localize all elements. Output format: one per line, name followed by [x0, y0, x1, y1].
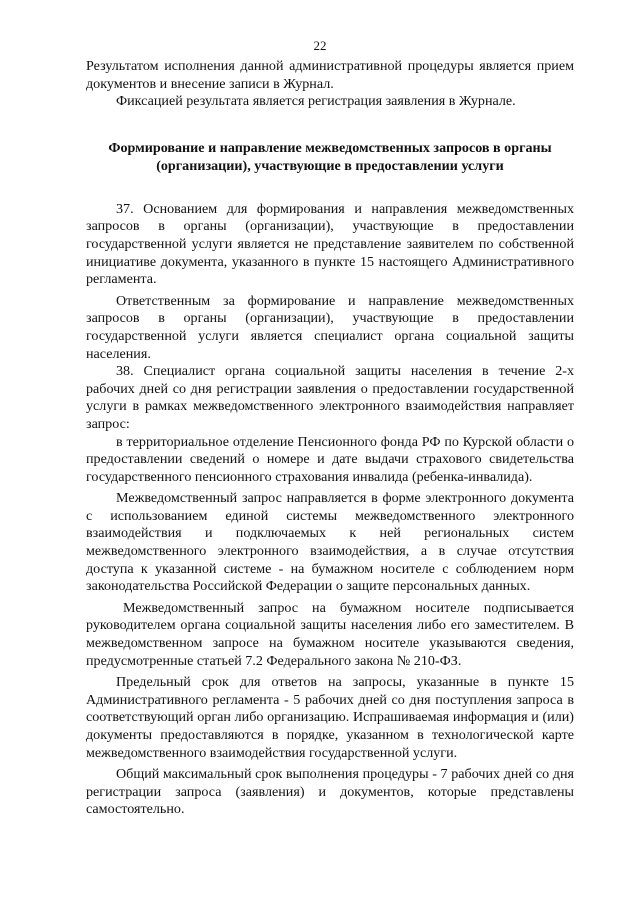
paragraph-procedure-result: Результатом исполнения данной административной процедуры является прием документов и внесение записи в Журнал.	[86, 58, 574, 92]
paragraph-38: 38. Специалист органа социальной защиты населения в течение 2-х рабочих дней со дня регистрации заявления о предоставлении государственной услуги в рамках межведомственного электронного взаимодействия направляет запрос:	[86, 363, 574, 432]
page-number: 22	[313, 38, 327, 53]
paragraph-37: 37. Основанием для формирования и направления межведомственных запросов в органы (организации), участвующие в предоставлении государственной услуги является не представление заявителем по собственной инициативе документа, указанного в пункте 15 настоящего Административного регламента.	[86, 200, 574, 288]
paragraph-pension-fund: в территориальное отделение Пенсионного фонда РФ по Курской области о предоставлении сведений о номере и дате выдачи страхового свидетельства государственного пенсионного страхования инвалида (ребенка-инвалида).	[86, 433, 574, 485]
paragraph-responsible: Ответственным за формирование и направление межведомственных запросов в органы (организации), участвующие в предоставлении государственной услуги является специалист органа социальной защиты населения.	[86, 292, 574, 362]
section-heading: Формирование и направление межведомственных запросов в органы (организации), участвующие в предоставлении услуги	[108, 139, 552, 174]
paragraph-result-fixation: Фиксацией результата является регистрация заявления в Журнале.	[116, 93, 516, 110]
paragraph-paper-request: Межведомственный запрос на бумажном носителе подписывается руководителем органа социальной защиты населения либо его заместителем. В межведомственном запросе на бумажном носителе указываются сведения, предусмотренные статьей 7.2 Федерального закона № 210-ФЗ.	[86, 599, 574, 669]
paragraph-response-deadline: Предельный срок для ответов на запросы, указанные в пункте 15 Административного регламента - 5 рабочих дней со дня поступления запроса в соответствующий орган либо организацию. Испрашиваемая информация и (или) документы предоставляются в порядке, указанном в технологической карте межведомственного взаимодействия государственной услуги.	[86, 674, 574, 761]
paragraph-total-deadline: Общий максимальный срок выполнения процедуры - 7 рабочих дней со дня регистрации запроса (заявления) и документов, которые представлены самостоятельно.	[86, 766, 574, 818]
paragraph-electronic-request: Межведомственный запрос направляется в форме электронного документа с использованием единой системы межведомственного электронного взаимодействия и подключаемых к ней региональных систем межведомственного электронного взаимодействия, а в случае отсутствия доступа к указанной системе - на бумажном носителе с соблюдением норм законодательства Российской Федерации о защите персональных данных.	[86, 490, 574, 595]
document-body	[86, 58, 574, 819]
